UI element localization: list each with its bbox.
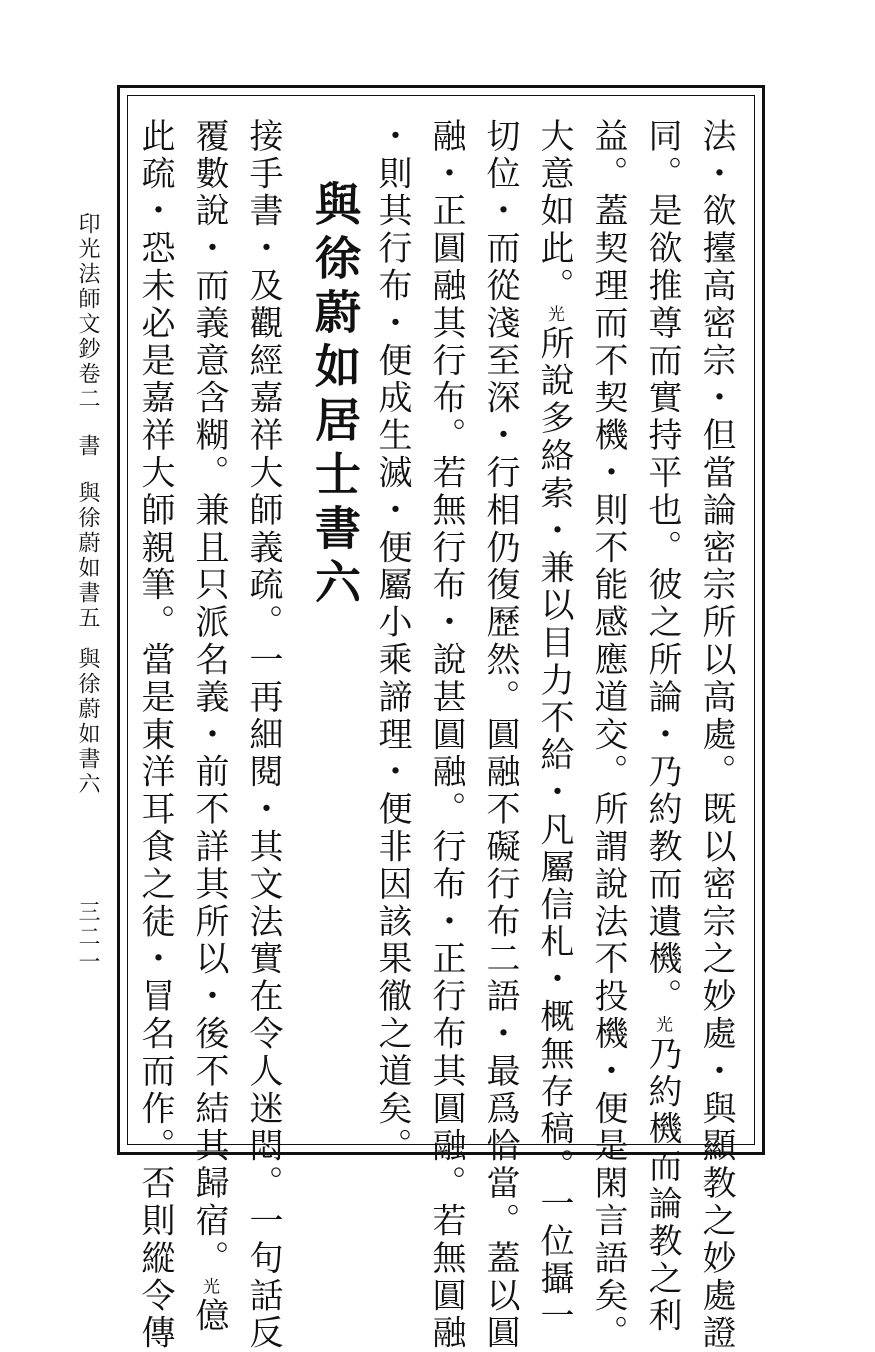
text-column-5 (480, 118, 520, 1352)
text-segment: 乃約機而論教之利 (642, 1036, 682, 1336)
text-column-8 (243, 118, 283, 1352)
text-segment: 此疏・恐未必是嘉祥大師親筆。當是東洋耳食之徒・冒名而作。否則縱令傳 (135, 118, 175, 1352)
running-header (76, 212, 98, 797)
current-letter-label: 與徐蔚如書六 (75, 647, 100, 797)
text-segment: 所說多絡索・兼以目力不給・凡屬信札・概無存稿。一位攝一 (534, 325, 574, 1336)
text-segment: 法・欲擡高密宗・但當論密宗所以高處。既以密宗之妙處・與顯教之妙處證 (696, 118, 736, 1352)
text-column-4 (534, 118, 574, 1336)
text-segment: 益。蓋契理而不契機・則不能感應道交。所謂說法不投機・便是閑言語矣。 (588, 118, 628, 1352)
text-segment: 億 (189, 1297, 229, 1336)
section-label: 書 (75, 434, 100, 459)
text-segment: 接手書・及觀經嘉祥大師義疏。一再細閱・其文法實在令人迷悶。一句話反 (243, 118, 283, 1352)
book-title: 印光法師文鈔卷二 (75, 212, 100, 412)
text-column-10 (135, 118, 175, 1352)
text-column-7 (372, 118, 412, 1166)
text-column-6 (426, 118, 466, 1352)
text-column-3 (588, 118, 628, 1352)
text-column-1 (696, 118, 736, 1352)
interlinear-note: 光 (652, 1015, 672, 1037)
text-segment: 大意如此。 (534, 118, 574, 305)
text-segment: ・則其行布・便成生滅・便屬小乘諦理・便非因該果徹之道矣。 (372, 118, 412, 1166)
letter-title: 與徐蔚如居士書六 (308, 180, 362, 612)
text-column-9 (189, 118, 229, 1336)
text-segment: 切位・而從淺至深・行相仍復歷然。圓融不礙行布二語・最爲恰當。蓋以圓 (480, 118, 520, 1352)
page-number: 三二一 (75, 900, 100, 975)
text-segment: 融・正圓融其行布。若無行布・說甚圓融。行布・正行布其圓融。若無圓融 (426, 118, 466, 1352)
text-segment: 覆數說・而義意含糊。兼且只派名義・前不詳其所以・後不結其歸宿。 (189, 118, 229, 1278)
interlinear-note: 光 (199, 1277, 219, 1298)
interlinear-note: 光 (544, 305, 564, 326)
text-segment: 同。是欲推尊而實持平也。彼之所論・乃約教而遺機。 (642, 118, 682, 1016)
text-column-2 (642, 118, 682, 1336)
prev-letter-label: 與徐蔚如書五 (75, 481, 100, 631)
